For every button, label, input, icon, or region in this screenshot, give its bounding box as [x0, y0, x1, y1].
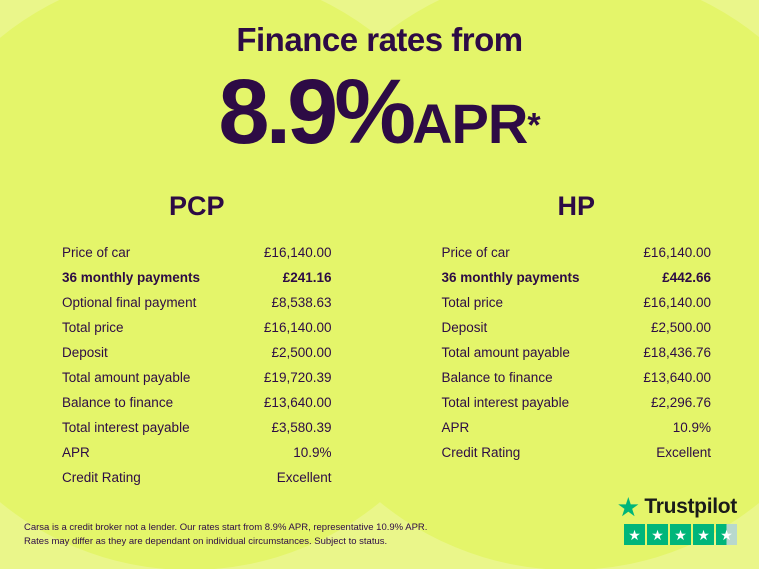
rate-display: [0, 60, 759, 165]
rate-unit: APR: [412, 92, 528, 156]
pcp-terms-table: [62, 240, 332, 490]
table-row: [62, 315, 332, 340]
star-icon: ★: [624, 524, 645, 545]
table-row: [62, 290, 332, 315]
star-icon: ★: [693, 524, 714, 545]
row-label: Total price: [62, 320, 124, 336]
row-value: 10.9%: [293, 445, 332, 461]
hp-terms-table: [442, 240, 712, 465]
row-value: £16,140.00: [263, 245, 332, 261]
table-row: [62, 340, 332, 365]
table-row: [442, 440, 712, 465]
half-star-icon: ★: [716, 524, 737, 545]
rate-asterisk: *: [527, 106, 541, 145]
table-row: [442, 365, 712, 390]
row-value: £241.16: [282, 270, 332, 286]
table-row: [442, 340, 712, 365]
row-value: Excellent: [276, 470, 332, 486]
table-row: [442, 390, 712, 415]
row-value: £19,720.39: [263, 370, 332, 386]
row-label: Optional final payment: [62, 295, 197, 311]
star-icon: ★: [670, 524, 691, 545]
row-label: Deposit: [441, 320, 488, 336]
row-label: APR: [441, 420, 470, 436]
row-value: £442.66: [662, 270, 711, 286]
row-value: £16,140.00: [263, 320, 332, 336]
row-label: Total interest payable: [62, 420, 190, 436]
table-row: [62, 390, 332, 415]
row-value: £18,436.76: [643, 345, 711, 361]
table-row: [442, 240, 712, 265]
row-label: Total price: [441, 295, 504, 311]
row-value: £2,296.76: [650, 395, 711, 411]
table-row: [442, 265, 712, 290]
rate-value: 8.9%: [218, 61, 413, 164]
table-row: [442, 415, 712, 440]
row-label: Total amount payable: [441, 345, 570, 361]
table-row: [62, 440, 332, 465]
table-row: [62, 265, 332, 290]
row-value: £3,580.39: [271, 420, 332, 436]
pcp-title: PCP: [168, 191, 225, 222]
row-value: Excellent: [656, 445, 711, 461]
row-value: £8,538.63: [271, 295, 332, 311]
table-row: [62, 465, 332, 490]
row-label: Total amount payable: [62, 370, 191, 386]
row-value: £16,140.00: [643, 245, 711, 261]
table-row: [62, 240, 332, 265]
row-label: Deposit: [62, 345, 108, 361]
row-label: 36 monthly payments: [62, 270, 201, 286]
trustpilot-wordmark: Trustpilot: [644, 495, 737, 518]
row-label: Balance to finance: [441, 370, 553, 386]
trustpilot-stars: [618, 524, 737, 545]
table-row: [442, 290, 712, 315]
hp-column: [380, 191, 759, 490]
row-value: £2,500.00: [271, 345, 332, 361]
row-label: 36 monthly payments: [441, 270, 580, 286]
pcp-column: [0, 191, 380, 490]
trustpilot-star-icon: ★: [618, 493, 639, 520]
row-value: £13,640.00: [263, 395, 332, 411]
row-label: Balance to finance: [62, 395, 174, 411]
row-label: Credit Rating: [62, 470, 141, 486]
trustpilot-logo: [618, 495, 737, 519]
table-row: [62, 415, 332, 440]
disclaimer-text: Carsa is a credit broker not a lender. Our rates start from 8.9% APR, representative 10.9% APR. Rates may differ as they are dependant on individual circumstances. Subject to status.: [24, 521, 428, 547]
hp-title: HP: [557, 191, 595, 222]
row-value: £16,140.00: [643, 295, 711, 311]
trustpilot-rating: [618, 495, 737, 545]
poster-footer: [0, 493, 759, 569]
row-label: Price of car: [62, 245, 131, 261]
row-label: Credit Rating: [441, 445, 521, 461]
row-value: 10.9%: [672, 420, 711, 436]
page-title: Finance rates from: [236, 21, 523, 58]
row-label: Price of car: [441, 245, 510, 261]
row-value: £2,500.00: [650, 320, 711, 336]
finance-comparison: [0, 191, 759, 490]
row-value: £13,640.00: [643, 370, 711, 386]
row-label: Total interest payable: [441, 395, 570, 411]
row-label: APR: [62, 445, 90, 461]
table-row: [442, 315, 712, 340]
table-row: [62, 365, 332, 390]
star-icon: ★: [647, 524, 668, 545]
